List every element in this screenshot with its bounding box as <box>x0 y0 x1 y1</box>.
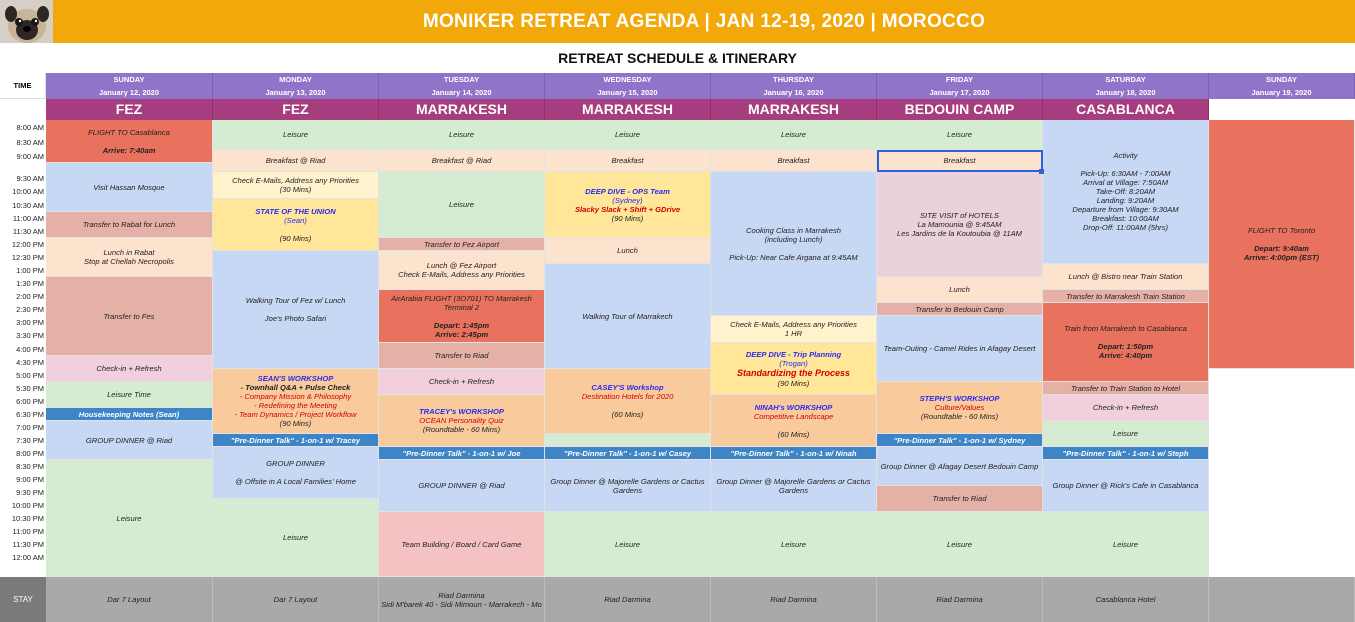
event-text: (60 Mins) <box>777 429 810 439</box>
day-header <box>1043 73 1209 99</box>
pug-logo <box>0 0 53 43</box>
schedule-event[interactable] <box>877 120 1043 150</box>
event-text: Arrive: 4:00pm (EST) <box>1243 253 1320 262</box>
schedule-event[interactable] <box>213 434 379 447</box>
event-text: Lunch in Rabat <box>103 248 155 257</box>
event-text: Walking Tour of Fez w/ Lunch <box>245 296 346 305</box>
schedule-event[interactable] <box>213 199 379 251</box>
schedule-event[interactable] <box>711 447 877 460</box>
schedule-event[interactable] <box>545 434 711 447</box>
stay-cell[interactable] <box>213 577 379 622</box>
event-text: (Sean) <box>284 215 307 225</box>
schedule-event[interactable] <box>877 382 1043 434</box>
event-text: DEEP DIVE - Trip Planning <box>745 349 842 359</box>
day-date: January 15, 2020 <box>597 88 658 97</box>
stay-cell[interactable] <box>1043 577 1209 622</box>
day-header <box>1209 73 1355 99</box>
day-header <box>379 73 545 99</box>
event-text: Destination Hotels for 2020 <box>581 392 674 401</box>
stay-row-label: STAY <box>0 577 46 622</box>
time-label: 7:30 PM <box>16 435 44 445</box>
schedule-event[interactable] <box>46 163 213 212</box>
schedule-event[interactable] <box>1043 421 1209 447</box>
schedule-event[interactable] <box>877 316 1043 382</box>
time-label: 8:00 PM <box>16 448 44 458</box>
stay-cell[interactable] <box>877 577 1043 622</box>
time-label: 3:00 PM <box>16 317 44 327</box>
event-text: AirArabia FLIGHT (3O701) TO Marrakesh <box>391 293 532 303</box>
event-text: La Mamounia @ 9:45AM <box>917 219 1002 229</box>
event-text: Arrive: 4:40pm <box>1098 351 1153 360</box>
event-text: CASEY'S Workshop <box>591 383 664 392</box>
event-text: Culture/Values <box>934 403 985 412</box>
event-text: "Pre-Dinner Talk" - 1-on-1 w/ Steph <box>1062 448 1189 458</box>
schedule-event[interactable] <box>877 486 1043 512</box>
day-header <box>213 73 379 99</box>
event-text: Leisure <box>449 200 474 209</box>
day-name: SUNDAY <box>1266 75 1297 84</box>
time-label: 11:30 AM <box>12 226 44 236</box>
event-text: Group Dinner @ Majorelle Gardens or Cactus <box>550 476 705 486</box>
agenda-title: MONIKER RETREAT AGENDA | JAN 12-19, 2020 | MOROCCO <box>422 11 986 32</box>
time-label: 9:00 PM <box>16 474 44 484</box>
event-text: Arrive: 7:40am <box>102 145 156 155</box>
event-text: SITE VISIT of HOTELS <box>920 210 999 220</box>
day-name: WEDNESDAY <box>603 75 652 84</box>
event-text: Check-in + Refresh <box>96 364 162 373</box>
time-label: 12:30 PM <box>11 252 44 262</box>
time-label: 2:30 PM <box>16 304 44 314</box>
event-text: Arrive: 2:45pm <box>434 329 489 339</box>
event-text: OCEAN Personality Quiz <box>419 416 504 425</box>
schedule-event[interactable] <box>46 120 213 163</box>
event-text: TRACEY's WORKSHOP <box>419 407 504 416</box>
event-text: STEPH'S WORKSHOP <box>919 394 1000 403</box>
city-header: FEZ <box>46 99 213 120</box>
day-name: THURSDAY <box>773 75 814 84</box>
schedule-event[interactable] <box>877 447 1043 486</box>
event-text: Joe's Photo Safari <box>264 314 327 323</box>
schedule-event[interactable] <box>46 408 213 421</box>
time-label: 5:30 PM <box>16 383 44 393</box>
event-text: "Pre-Dinner Talk" - 1-on-1 w/ Ninah <box>730 448 857 458</box>
schedule-event[interactable] <box>379 238 545 251</box>
event-text: "Pre-Dinner Talk" - 1-on-1 w/ Tracey <box>230 435 361 445</box>
event-text: Transfer to Marrakesh Train Station <box>1066 291 1185 301</box>
schedule-event[interactable] <box>711 120 877 150</box>
schedule-event[interactable] <box>1043 460 1209 512</box>
schedule-event[interactable] <box>711 316 877 343</box>
event-text: NINAH's WORKSHOP <box>754 402 833 412</box>
time-label: 4:30 PM <box>16 357 44 367</box>
time-label: 12:00 PM <box>11 239 44 249</box>
schedule-event[interactable] <box>213 499 379 577</box>
day-name: TUESDAY <box>443 75 480 84</box>
event-text: GROUP DINNER @ Riad <box>85 435 173 445</box>
day-name: SATURDAY <box>1105 75 1146 84</box>
time-label: 7:00 PM <box>16 422 44 432</box>
schedule-event[interactable] <box>1043 120 1209 264</box>
event-text: (30 Mins) <box>279 185 312 194</box>
event-text: Arrival at Village: 7:50AM <box>1082 178 1169 187</box>
schedule-event[interactable] <box>46 212 213 238</box>
event-text: Leisure <box>283 130 308 139</box>
event-text: - Townhall Q&A + Pulse Check <box>240 383 351 392</box>
day-header <box>46 73 213 99</box>
event-text: Lunch <box>617 246 638 255</box>
event-text: Leisure <box>781 539 806 549</box>
schedule-event[interactable] <box>711 460 877 512</box>
event-text: Landing: 9:20AM <box>1096 196 1155 205</box>
schedule-event[interactable] <box>545 238 711 264</box>
time-label: 10:00 PM <box>11 500 44 510</box>
event-text: "Pre-Dinner Talk" - 1-on-1 w/ Casey <box>563 448 692 458</box>
day-name: MONDAY <box>279 75 312 84</box>
event-text: Competitive Landscape <box>753 411 834 421</box>
time-label: 10:30 AM <box>12 200 44 210</box>
event-text: Group Dinner @ Afagay Desert Bedouin Camp <box>880 461 1039 471</box>
event-text: Gardens <box>612 485 643 495</box>
schedule-event[interactable] <box>545 460 711 512</box>
day-date: January 16, 2020 <box>763 88 824 97</box>
schedule-event[interactable] <box>711 395 877 447</box>
schedule-event[interactable] <box>545 447 711 460</box>
schedule-event[interactable] <box>213 120 379 150</box>
event-text: 1 HR <box>784 329 803 338</box>
event-text: Leisure <box>947 539 972 549</box>
event-text: Team Building / Board / Card Game <box>401 539 522 549</box>
schedule-event[interactable] <box>877 172 1043 277</box>
time-label: 10:30 PM <box>11 513 44 523</box>
schedule-event[interactable] <box>545 150 711 172</box>
stay-cell[interactable] <box>379 577 545 622</box>
city-header: FEZ <box>213 99 379 120</box>
day-date: January 14, 2020 <box>431 88 492 97</box>
city-header: MARRAKESH <box>545 99 711 120</box>
event-text: Leisure <box>615 539 640 549</box>
stay-cell[interactable] <box>545 577 711 622</box>
schedule-event[interactable] <box>711 172 877 316</box>
event-text: Take-Off: 8:20AM <box>1095 187 1156 196</box>
event-text: Breakfast <box>777 156 810 165</box>
event-text: Transfer to Rabat for Lunch <box>82 220 176 229</box>
schedule-event[interactable] <box>711 512 877 577</box>
schedule-event[interactable] <box>1043 290 1209 303</box>
time-label: 9:30 AM <box>16 173 44 183</box>
event-text: Group Dinner @ Rick's Cafe in Casablanca <box>1052 481 1199 490</box>
event-text: Standardizing the Process <box>736 367 851 378</box>
schedule-event[interactable] <box>877 303 1043 316</box>
day-date: January 18, 2020 <box>1095 88 1156 97</box>
event-text: Check-in + Refresh <box>428 377 495 386</box>
event-text: Les Jardins de la Koutoubia @ 11AM <box>897 228 1022 238</box>
event-text: (90 Mins) <box>777 378 810 388</box>
event-text: Check E-Mails, Address any Priorities <box>232 176 359 185</box>
event-text: @ Offsite in A Local Families' Home <box>235 477 356 486</box>
time-label: 6:30 PM <box>16 409 44 419</box>
stay-text: Dar 7 Layout <box>273 595 318 604</box>
event-text: Depart: 1:50pm <box>1097 342 1154 351</box>
time-label: 1:00 PM <box>16 265 44 275</box>
event-text: "Pre-Dinner Talk" - 1-on-1 w/ Sydney <box>893 435 1026 445</box>
schedule-event[interactable] <box>877 150 1043 172</box>
city-header: BEDOUIN CAMP <box>877 99 1043 120</box>
event-text: Gardens <box>778 485 809 495</box>
day-header <box>545 73 711 99</box>
schedule-event[interactable] <box>213 251 379 369</box>
event-text: - Redefining the Meeting <box>254 401 337 410</box>
event-text: Depart: 1:45pm <box>433 320 490 330</box>
stay-text: Riad Darmina Sidi M'barek 40 - Sidi Mimoun - Marrakech - Mo <box>381 590 542 609</box>
schedule-event[interactable] <box>46 277 213 356</box>
event-text: Transfer to Riad <box>932 494 987 503</box>
event-text: Breakfast: 10:00AM <box>1092 214 1159 223</box>
schedule-event[interactable] <box>545 172 711 238</box>
schedule-event[interactable] <box>1043 382 1209 395</box>
event-text: (60 Mins) <box>611 410 644 419</box>
time-column-header: TIME <box>0 73 46 99</box>
schedule-event[interactable] <box>46 238 213 277</box>
schedule-event[interactable] <box>711 343 877 395</box>
stay-text: Dar 7 Layout <box>107 595 151 604</box>
schedule-event[interactable] <box>1043 264 1209 290</box>
event-text: (Roundtable - 60 Mins) <box>422 425 501 434</box>
schedule-event[interactable] <box>213 150 379 172</box>
city-header: MARRAKESH <box>379 99 545 120</box>
event-text: GROUP DINNER @ Riad <box>418 481 505 490</box>
event-text: Leisure <box>1113 429 1138 438</box>
event-text: Transfer to Fez Airport <box>423 239 500 249</box>
event-text: "Pre-Dinner Talk" - 1-on-1 w/ Joe <box>402 448 521 458</box>
fill-handle[interactable] <box>1039 169 1044 174</box>
event-text: Transfer to Fes <box>103 311 155 321</box>
stay-text: Riad Darmina <box>604 595 651 604</box>
schedule-event[interactable] <box>545 369 711 434</box>
event-text: FLIGHT TO Casablanca <box>88 127 170 137</box>
day-name: FRIDAY <box>945 75 974 84</box>
schedule-event[interactable] <box>1043 512 1209 577</box>
event-text: Lunch <box>949 285 970 294</box>
event-text: Check-in + Refresh <box>1092 403 1159 412</box>
event-text: Depart: 9:40am <box>1254 244 1309 253</box>
event-text: - Company Mission & Philosophy <box>239 392 352 401</box>
schedule-event[interactable] <box>379 172 545 238</box>
city-header: CASABLANCA <box>1043 99 1209 120</box>
time-label: 5:00 PM <box>16 370 44 380</box>
event-text: Transfer to Bedouin Camp <box>915 304 1004 314</box>
event-text: Breakfast <box>943 156 976 165</box>
event-text: (Roundtable - 60 Mins) <box>920 412 999 421</box>
event-text: Housekeeping Notes (Sean) <box>78 409 180 419</box>
schedule-event[interactable] <box>877 512 1043 577</box>
schedule-event[interactable] <box>379 343 545 369</box>
event-text: Walking Tour of Marrakech <box>582 311 673 321</box>
event-text: Visit Hassan Mosque <box>93 182 165 192</box>
event-text: (90 Mins) <box>279 419 312 428</box>
day-date: January 13, 2020 <box>265 88 326 97</box>
event-text: Slacky Slack + Shift + GDrive <box>574 204 681 214</box>
time-label: 11:00 PM <box>12 526 44 536</box>
schedule-event[interactable] <box>46 460 213 577</box>
time-label: 8:00 AM <box>16 122 44 132</box>
event-text: Leisure <box>1113 539 1138 549</box>
time-label: 1:30 PM <box>16 278 44 288</box>
time-label: 2:00 PM <box>16 291 44 301</box>
schedule-event[interactable] <box>46 356 213 382</box>
schedule-event[interactable] <box>545 120 711 150</box>
schedule-event[interactable] <box>379 150 545 172</box>
event-text: (Trogan) <box>779 358 808 368</box>
day-date: January 19, 2020 <box>1251 88 1312 97</box>
schedule-event[interactable] <box>379 447 545 460</box>
time-label: 4:00 PM <box>16 344 44 354</box>
schedule-event[interactable] <box>379 512 545 577</box>
event-text: Check E-Mails, Address any Priorities <box>730 320 857 329</box>
event-text: Group Dinner @ Majorelle Gardens or Cactus <box>716 476 871 486</box>
day-name: SUNDAY <box>113 75 145 84</box>
schedule-event[interactable] <box>545 264 711 369</box>
event-text: Leisure <box>449 130 474 139</box>
time-label: 11:30 PM <box>12 539 44 549</box>
title-banner <box>0 0 1355 43</box>
event-text: Terminal 2 <box>443 302 480 312</box>
event-text: Leisure <box>947 130 972 139</box>
day-date: January 12, 2020 <box>98 88 160 97</box>
schedule-event[interactable] <box>46 421 213 460</box>
schedule-event[interactable] <box>877 277 1043 303</box>
schedule-subtitle: RETREAT SCHEDULE & ITINERARY <box>558 50 797 66</box>
event-text: GROUP DINNER <box>266 459 325 468</box>
time-label: 9:00 AM <box>16 151 44 161</box>
event-text: Leisure <box>781 130 806 139</box>
event-text: Lunch @ Bistro near Train Station <box>1068 272 1183 281</box>
event-text: Check E-Mails, Address any Priorities <box>398 270 525 279</box>
stay-cell[interactable] <box>711 577 877 622</box>
time-label: 8:30 AM <box>16 137 44 147</box>
time-label: 6:00 PM <box>16 396 44 406</box>
stay-text: Riad Darmina <box>770 595 817 604</box>
event-text: (90 Mins) <box>611 213 644 223</box>
event-text: Pick-Up: 6:30AM - 7:00AM <box>1080 169 1171 178</box>
event-text: Breakfast @ Riad <box>265 156 326 165</box>
event-text: Cooking Class in Marrakesh <box>746 225 841 235</box>
event-text: Activity <box>1113 151 1138 160</box>
schedule-event[interactable] <box>213 369 379 434</box>
schedule-event[interactable] <box>46 382 213 408</box>
time-label: 9:30 PM <box>16 487 44 497</box>
schedule-event[interactable] <box>379 395 545 447</box>
schedule-event[interactable] <box>1043 395 1209 421</box>
city-header: MARRAKESH <box>711 99 877 120</box>
time-label: 10:00 AM <box>12 187 44 196</box>
schedule-grid <box>0 73 1355 622</box>
event-text: DEEP DIVE - OPS Team <box>585 186 670 196</box>
day-date: January 17, 2020 <box>929 88 990 97</box>
event-text: (including Lunch) <box>764 234 823 244</box>
event-text: Stop at Chellah Necropolis <box>84 257 174 266</box>
schedule-event[interactable] <box>545 512 711 577</box>
event-text: Breakfast @ Riad <box>431 156 492 165</box>
time-label: 8:30 PM <box>16 461 44 471</box>
event-text: - Team Dynamics / Project Workflow <box>234 410 357 419</box>
event-text: Lunch @ Fez Airport <box>426 261 497 270</box>
event-text: SEAN'S WORKSHOP <box>257 374 334 383</box>
schedule-event[interactable] <box>1209 120 1355 369</box>
event-text: FLIGHT TO Toronto <box>1247 226 1316 235</box>
stay-text: Casablanca Hotel <box>1095 595 1156 604</box>
schedule-event[interactable] <box>213 447 379 499</box>
stay-cell[interactable] <box>1209 577 1355 622</box>
schedule-event[interactable] <box>1043 303 1209 382</box>
event-text: Pick-Up: Near Cafe Argana at 9:45AM <box>729 252 858 262</box>
schedule-event[interactable] <box>1043 447 1209 460</box>
event-text: Transfer to Riad <box>434 351 489 360</box>
day-header <box>711 73 877 99</box>
event-text: Departure from Village: 9:30AM <box>1072 205 1179 214</box>
event-text: Transfer to Train Station to Hotel <box>1070 383 1181 393</box>
event-text: Breakfast <box>611 156 644 165</box>
schedule-event[interactable] <box>877 434 1043 447</box>
event-text: Team-Outing - Camel Rides in Afagay Desert <box>883 344 1036 353</box>
event-text: Train from Marrakesh to Casablanca <box>1064 324 1187 333</box>
stay-cell[interactable] <box>46 577 213 622</box>
schedule-event[interactable] <box>213 172 379 199</box>
event-text: Leisure Time <box>107 390 151 399</box>
schedule-event[interactable] <box>711 150 877 172</box>
schedule-event[interactable] <box>379 460 545 512</box>
stay-text: Riad Darmina <box>936 595 983 604</box>
event-text: (Sydney) <box>612 195 643 205</box>
schedule-event[interactable] <box>379 251 545 290</box>
event-text: Leisure <box>615 130 640 139</box>
time-label: 3:30 PM <box>16 331 44 340</box>
schedule-event[interactable] <box>379 369 545 395</box>
event-text: (90 Mins) <box>279 233 312 243</box>
event-text: Drop-Off: 11:00AM (5hrs) <box>1082 223 1169 232</box>
schedule-event[interactable] <box>379 120 545 150</box>
schedule-event[interactable] <box>379 290 545 343</box>
time-label: 11:00 AM <box>12 213 44 223</box>
time-label: 12:00 AM <box>12 552 44 562</box>
event-text: STATE OF THE UNION <box>255 206 336 216</box>
event-text: Leisure <box>116 513 142 523</box>
day-header <box>877 73 1043 99</box>
event-text: Leisure <box>283 533 308 542</box>
